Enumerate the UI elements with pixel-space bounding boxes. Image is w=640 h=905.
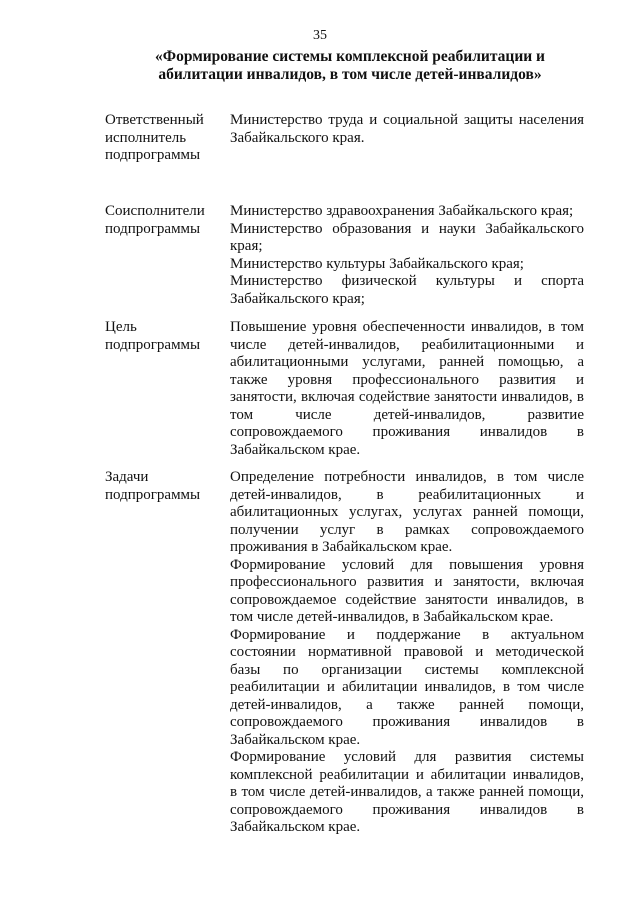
content-line: Забайкальского края. (230, 129, 365, 146)
content-line: сопровождаемого проживания инвалидов в (230, 714, 584, 730)
content-line: детей-инвалидов, в реабилитационных и (230, 486, 584, 503)
label-line: подпрограммы (105, 486, 201, 503)
content-line: Министерство культуры Забайкальского края; (230, 255, 524, 272)
title-line-1: «Формирование системы комплексной реабилитации и (155, 48, 545, 65)
content-line: числе детей-инвалидов, реабилитационными и (230, 336, 584, 353)
tasks-content (230, 469, 584, 837)
label-line: Ответственный (105, 112, 204, 128)
content-line: базы по организации системы комплексной (230, 661, 584, 678)
responsible-executor-label (105, 112, 223, 165)
content-line: Забайкальском крае. (230, 819, 361, 835)
responsible-executor-content (230, 112, 584, 147)
content-line: том числе детей-инвалидов, развитие (230, 406, 584, 423)
content-line: сопровождаемого проживания инвалидов в (230, 424, 584, 440)
content-line: Министерство труда и социальной защиты населения (230, 112, 584, 128)
content-line: Забайкальского края; (230, 290, 365, 307)
tasks-label (105, 469, 223, 504)
label-line: подпрограммы (105, 336, 201, 353)
label-line: исполнитель (105, 129, 187, 146)
content-line: Формирование условий для повышения уровня (230, 556, 584, 573)
content-line: комплексной реабилитации и абилитации инвалидов, (230, 766, 584, 783)
label-line: подпрограммы (105, 147, 201, 163)
content-line: занятости, включая содействие занятости инвалидов, в (230, 389, 584, 405)
content-line: абилитационными услугами, ранней помощью, а (230, 354, 584, 370)
content-line: получении услуг в рамках сопровождаемого (230, 521, 584, 538)
content-line: Формирование условий для развития системы (230, 749, 584, 765)
content-line: Забайкальском крае. (230, 441, 361, 458)
content-line: также уровня профессионального развития и (230, 371, 584, 388)
content-line: реабилитации и абилитации инвалидов, в том числе (230, 679, 584, 695)
content-line: том числе детей-инвалидов, в Забайкальском крае. (230, 609, 554, 625)
content-line: Министерство здравоохранения Забайкальского края; (230, 203, 574, 219)
document-title (120, 48, 580, 84)
content-line: состоянии нормативной правовой и методической (230, 644, 584, 660)
co-executors-label (105, 203, 223, 238)
label-line: подпрограммы (105, 220, 201, 237)
content-line: проживания в Забайкальском крае. (230, 539, 453, 555)
content-line: сопровождаемое содействие занятости инвалидов, в (230, 591, 584, 608)
label-line: Цель (105, 319, 137, 335)
co-executors-content (230, 203, 584, 308)
content-line: Забайкальском крае. (230, 731, 361, 748)
goal-content (230, 319, 584, 459)
content-line: сопровождаемого проживания инвалидов в (230, 801, 584, 818)
content-line: Повышение уровня обеспеченности инвалидов, в том (230, 319, 584, 335)
title-line-2: абилитации инвалидов, в том числе детей-инвалидов» (158, 66, 542, 83)
content-line: профессионального развития и занятости, включая (230, 574, 584, 590)
label-line: Задачи (105, 469, 149, 485)
content-line: Формирование и поддержание в актуальном (230, 626, 584, 643)
label-line: Соисполнители (105, 203, 205, 219)
content-line: Определение потребности инвалидов, в том числе (230, 469, 584, 485)
content-line: детей-инвалидов, а также ранней помощи, (230, 696, 584, 713)
content-line: в том числе детей-инвалидов, а также ранней помощи, (230, 784, 584, 800)
content-line: Министерство физической культуры и спорта (230, 273, 584, 289)
goal-label (105, 319, 223, 354)
content-line: абилитационных услугах, услугах ранней помощи, (230, 504, 584, 520)
content-line: Министерство образования и науки Забайкальского (230, 220, 584, 237)
page-number: 35 (313, 28, 327, 43)
content-line: края; (230, 238, 263, 254)
